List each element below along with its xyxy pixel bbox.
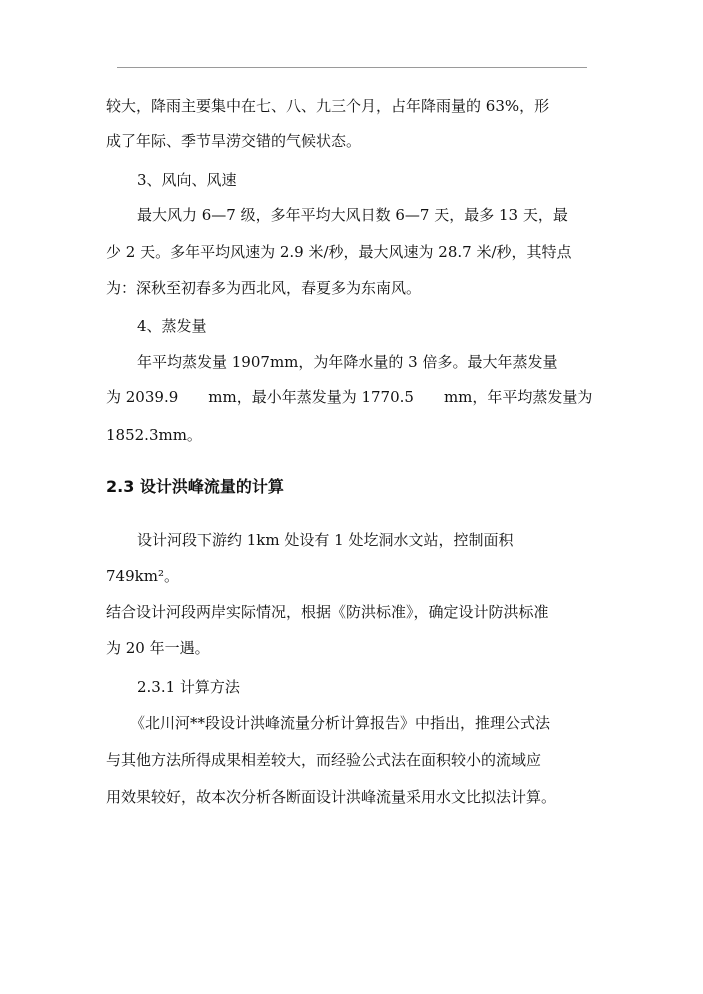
paragraph-line: 年平均蒸发量 1907mm，为年降水量的 3 倍多。最大年蒸发量 — [137, 353, 558, 371]
paragraph-line: 结合设计河段两岸实际情况，根据《防洪标准》，确定设计防洪标准 — [106, 603, 549, 621]
header-rule — [117, 67, 587, 68]
subheading-method: 2.3.1 计算方法 — [137, 678, 240, 696]
paragraph-line: 为：深秋至初春多为西北风，春夏多为东南风。 — [106, 279, 422, 297]
paragraph-line: 749km²。 — [106, 567, 179, 585]
paragraph-line: 用效果较好，故本次分析各断面设计洪峰流量采用水文比拟法计算。 — [106, 788, 557, 806]
paragraph-line: 《北川河**段设计洪峰流量分析计算报告》中指出，推理公式法 — [130, 714, 551, 732]
paragraph-line: 与其他方法所得成果相差较大，而经验公式法在面积较小的流域应 — [106, 751, 542, 769]
section-heading-2-3: 2.3 设计洪峰流量的计算 — [106, 477, 284, 496]
paragraph-line: 少 2 天。多年平均风速为 2.9 米/秒，最大风速为 28.7 米/秒，其特点 — [106, 243, 572, 261]
paragraph-line: 1852.3mm。 — [106, 426, 202, 444]
paragraph-line: 设计河段下游约 1km 处设有 1 处圪洞水文站，控制面积 — [137, 531, 514, 549]
paragraph-line: 为 2039.9 mm，最小年蒸发量为 1770.5 mm，年平均蒸发量为 — [106, 388, 593, 406]
paragraph-line: 较大，降雨主要集中在七、八、九三个月，占年降雨量的 63%，形 — [106, 97, 550, 115]
paragraph-line: 为 20 年一遇。 — [106, 639, 210, 657]
subheading-evaporation: 4、蒸发量 — [137, 317, 207, 335]
paragraph-line: 成了年际、季节旱涝交错的气候状态。 — [106, 132, 362, 150]
subheading-wind: 3、风向、风速 — [137, 171, 237, 189]
paragraph-line: 最大风力 6—7 级，多年平均大风日数 6—7 天，最多 13 天，最 — [137, 206, 568, 224]
